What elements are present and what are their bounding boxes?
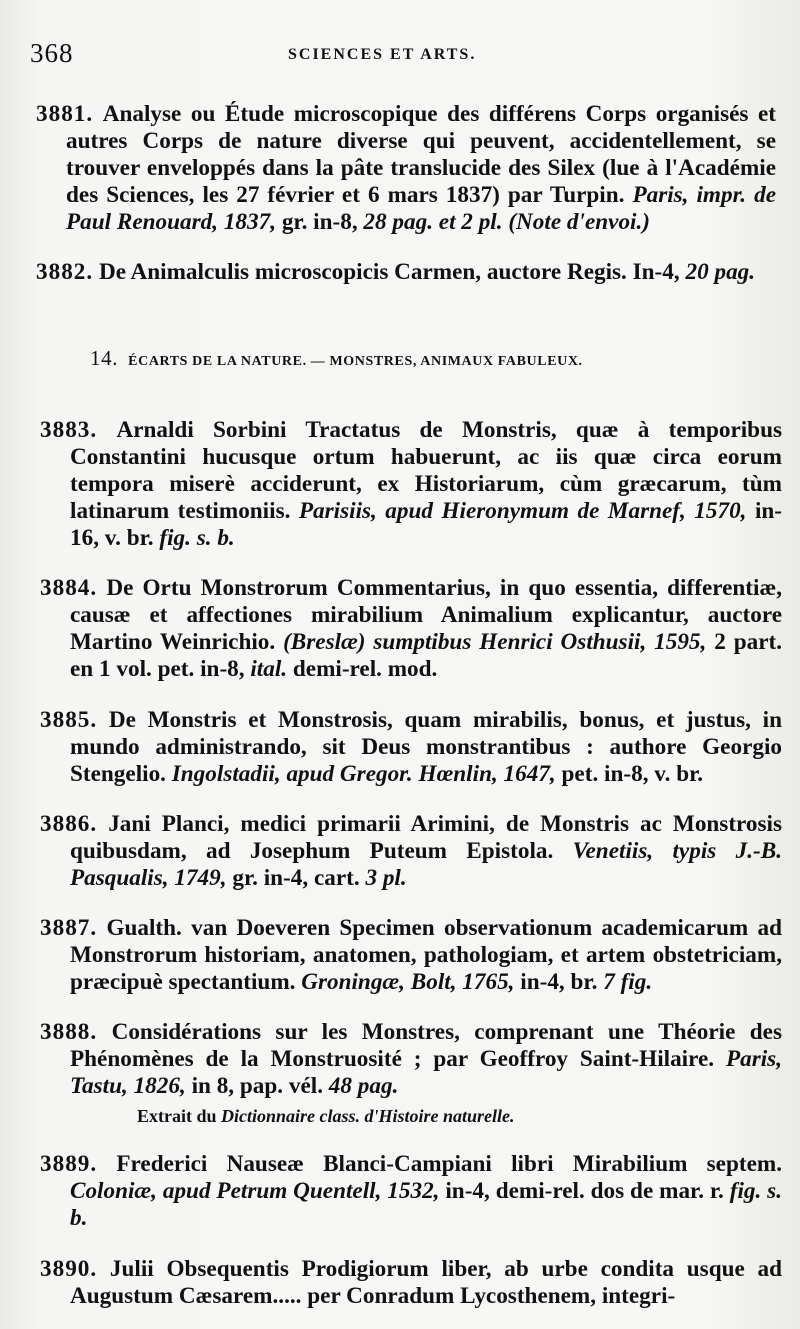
entry-number: 3888. xyxy=(40,1019,98,1046)
entry-3882 xyxy=(36,259,776,286)
entry-imprint: 20 pag. xyxy=(685,259,756,286)
section-number: 14. xyxy=(90,346,119,370)
entry-collation: 48 pag. xyxy=(328,1073,399,1100)
entry-imprint: (Breslæ) sumptibus Henrici Osthusii, 1595, xyxy=(283,629,707,656)
entry-collation: 7 fig. xyxy=(603,968,653,995)
entry-text: Jani Planci, medici primarii Arimini, de Monstris ac Monstrosis quibusdam, ad Josephum Puteum Epistola. xyxy=(70,810,783,864)
entry-3884 xyxy=(40,575,782,683)
entry-text: Frederici Nauseæ Blanci-Campiani libri Mirabilium septem. xyxy=(116,1151,782,1178)
entry-type-note: ital. xyxy=(250,656,288,683)
entry-imprint: Coloniæ, apud Petrum Quentell, 1532, xyxy=(70,1178,440,1205)
entry-imprint: Venetiis, typis J.-B. Pasqualis, 1749, xyxy=(70,837,782,891)
note-prefix: Extrait du xyxy=(137,1106,217,1127)
entry-imprint: Groningæ, Bolt, 1765, xyxy=(301,968,515,995)
page-number: 368 xyxy=(30,38,74,68)
entries-bottom xyxy=(40,394,782,1316)
entry-3881 xyxy=(36,101,776,236)
entry-collation: 3 pl. xyxy=(365,864,407,891)
entry-number: 3883. xyxy=(40,417,98,444)
entry-text: De Monstris et Monstrosis, quam mirabilis, bonus, et justus, in mundo administrando, sit Deus monstrantibus : authore Georgio Stengelio. xyxy=(70,706,782,787)
entry-number: 3889. xyxy=(40,1151,98,1178)
entry-text: Analyse ou Étude microscopique des différens Corps organisés et autres Corps de nature diverse qui peuvent, accidentellement, se trouver enveloppés dans la pâte translucide des Silex (lue à l'Académie des Sciences, les 27 février et 6 mars 1837) par Turpin. xyxy=(66,101,777,209)
entry-imprint: Paris, impr. de Paul Renouard, 1837, xyxy=(66,182,777,236)
entry-3888 xyxy=(40,1019,782,1100)
entry-binding: demi-rel. mod. xyxy=(292,656,438,683)
entry-collation: fig. s. b. xyxy=(159,525,235,552)
entry-collation: 28 pag. et 2 pl. (Note d'envoi.) xyxy=(363,209,650,236)
entry-number: 3885. xyxy=(40,706,98,733)
entry-imprint: Paris, Tastu, 1826, xyxy=(70,1046,782,1100)
entry-format: 2 part. en 1 vol. pet. in-8, xyxy=(70,629,783,683)
section-title: ÉCARTS DE LA NATURE. — MONSTRES, ANIMAUX FABULEUX. xyxy=(128,354,583,369)
entry-3883 xyxy=(40,417,782,552)
entry-format: in-16, v. br. xyxy=(70,498,783,552)
note-source: Dictionnaire class. d'Histoire naturelle. xyxy=(221,1106,515,1127)
entry-collation: fig. s. b. xyxy=(70,1178,782,1232)
entry-3885 xyxy=(40,707,782,788)
entry-3886 xyxy=(40,811,782,892)
section-heading xyxy=(90,346,583,371)
entry-number: 3881. xyxy=(36,101,94,128)
entry-format: in-4, br. xyxy=(520,968,598,995)
entry-format: pet. in-8, v. br. xyxy=(561,760,704,787)
entry-format: gr. in-4, cart. xyxy=(232,864,360,891)
entry-format: in-4, demi-rel. dos de mar. r. xyxy=(445,1178,724,1205)
entry-text: De Animalculis microscopicis Carmen, auctore Regis. In-4, xyxy=(98,259,680,286)
entry-number: 3882. xyxy=(36,259,94,286)
entry-3887 xyxy=(40,915,782,996)
entry-text: De Ortu Monstrorum Commentarius, in quo essentia, differentiæ, causæ et affectiones mirabilium Animalium explicantur, auctore Martino Weinrichio. xyxy=(70,575,783,656)
entry-text: Julii Obsequentis Prodigiorum liber, ab urbe condita usque ad Augustum Cæsarem..... per Conradum Lycosthenem, integri- xyxy=(70,1255,783,1309)
entry-number: 3886. xyxy=(40,810,98,837)
entry-text: Gualth. van Doeveren Specimen observationum academicarum ad Monstrorum historiam, anatomen, pathologiam, et artem obstetriciam, præcipuè spectantium. xyxy=(70,914,783,995)
page-header xyxy=(30,38,770,74)
entry-3889 xyxy=(40,1151,782,1232)
entry-number: 3887. xyxy=(40,914,98,941)
entry-3890 xyxy=(40,1256,782,1310)
entry-imprint: Parisiis, apud Hieronymum de Marnef, 1570, xyxy=(298,498,747,525)
entry-text: Considérations sur les Monstres, comprenant une Théorie des Phénomènes de la Monstruosité ; par Geoffroy Saint-Hilaire. xyxy=(70,1019,783,1073)
entry-number: 3890. xyxy=(40,1255,98,1282)
entry-imprint: Ingolstadii, apud Gregor. Hœnlin, 1647, xyxy=(171,760,556,787)
entries-top xyxy=(36,78,776,292)
entry-3888-note xyxy=(137,1104,782,1128)
entry-format: in 8, pap. vél. xyxy=(191,1073,323,1100)
entry-format: gr. in-8, xyxy=(281,209,358,236)
entry-number: 3884. xyxy=(40,575,98,602)
entry-text: Arnaldi Sorbini Tractatus de Monstris, quæ à temporibus Constantini hucusque ortum habuerunt, ac iis quæ circa eorum tempora miserè acciderunt, ex Historiarum, cùm græcarum, tùm latinarum testimoniis. xyxy=(70,417,782,525)
running-head: SCIENCES ET ARTS. xyxy=(288,46,477,63)
